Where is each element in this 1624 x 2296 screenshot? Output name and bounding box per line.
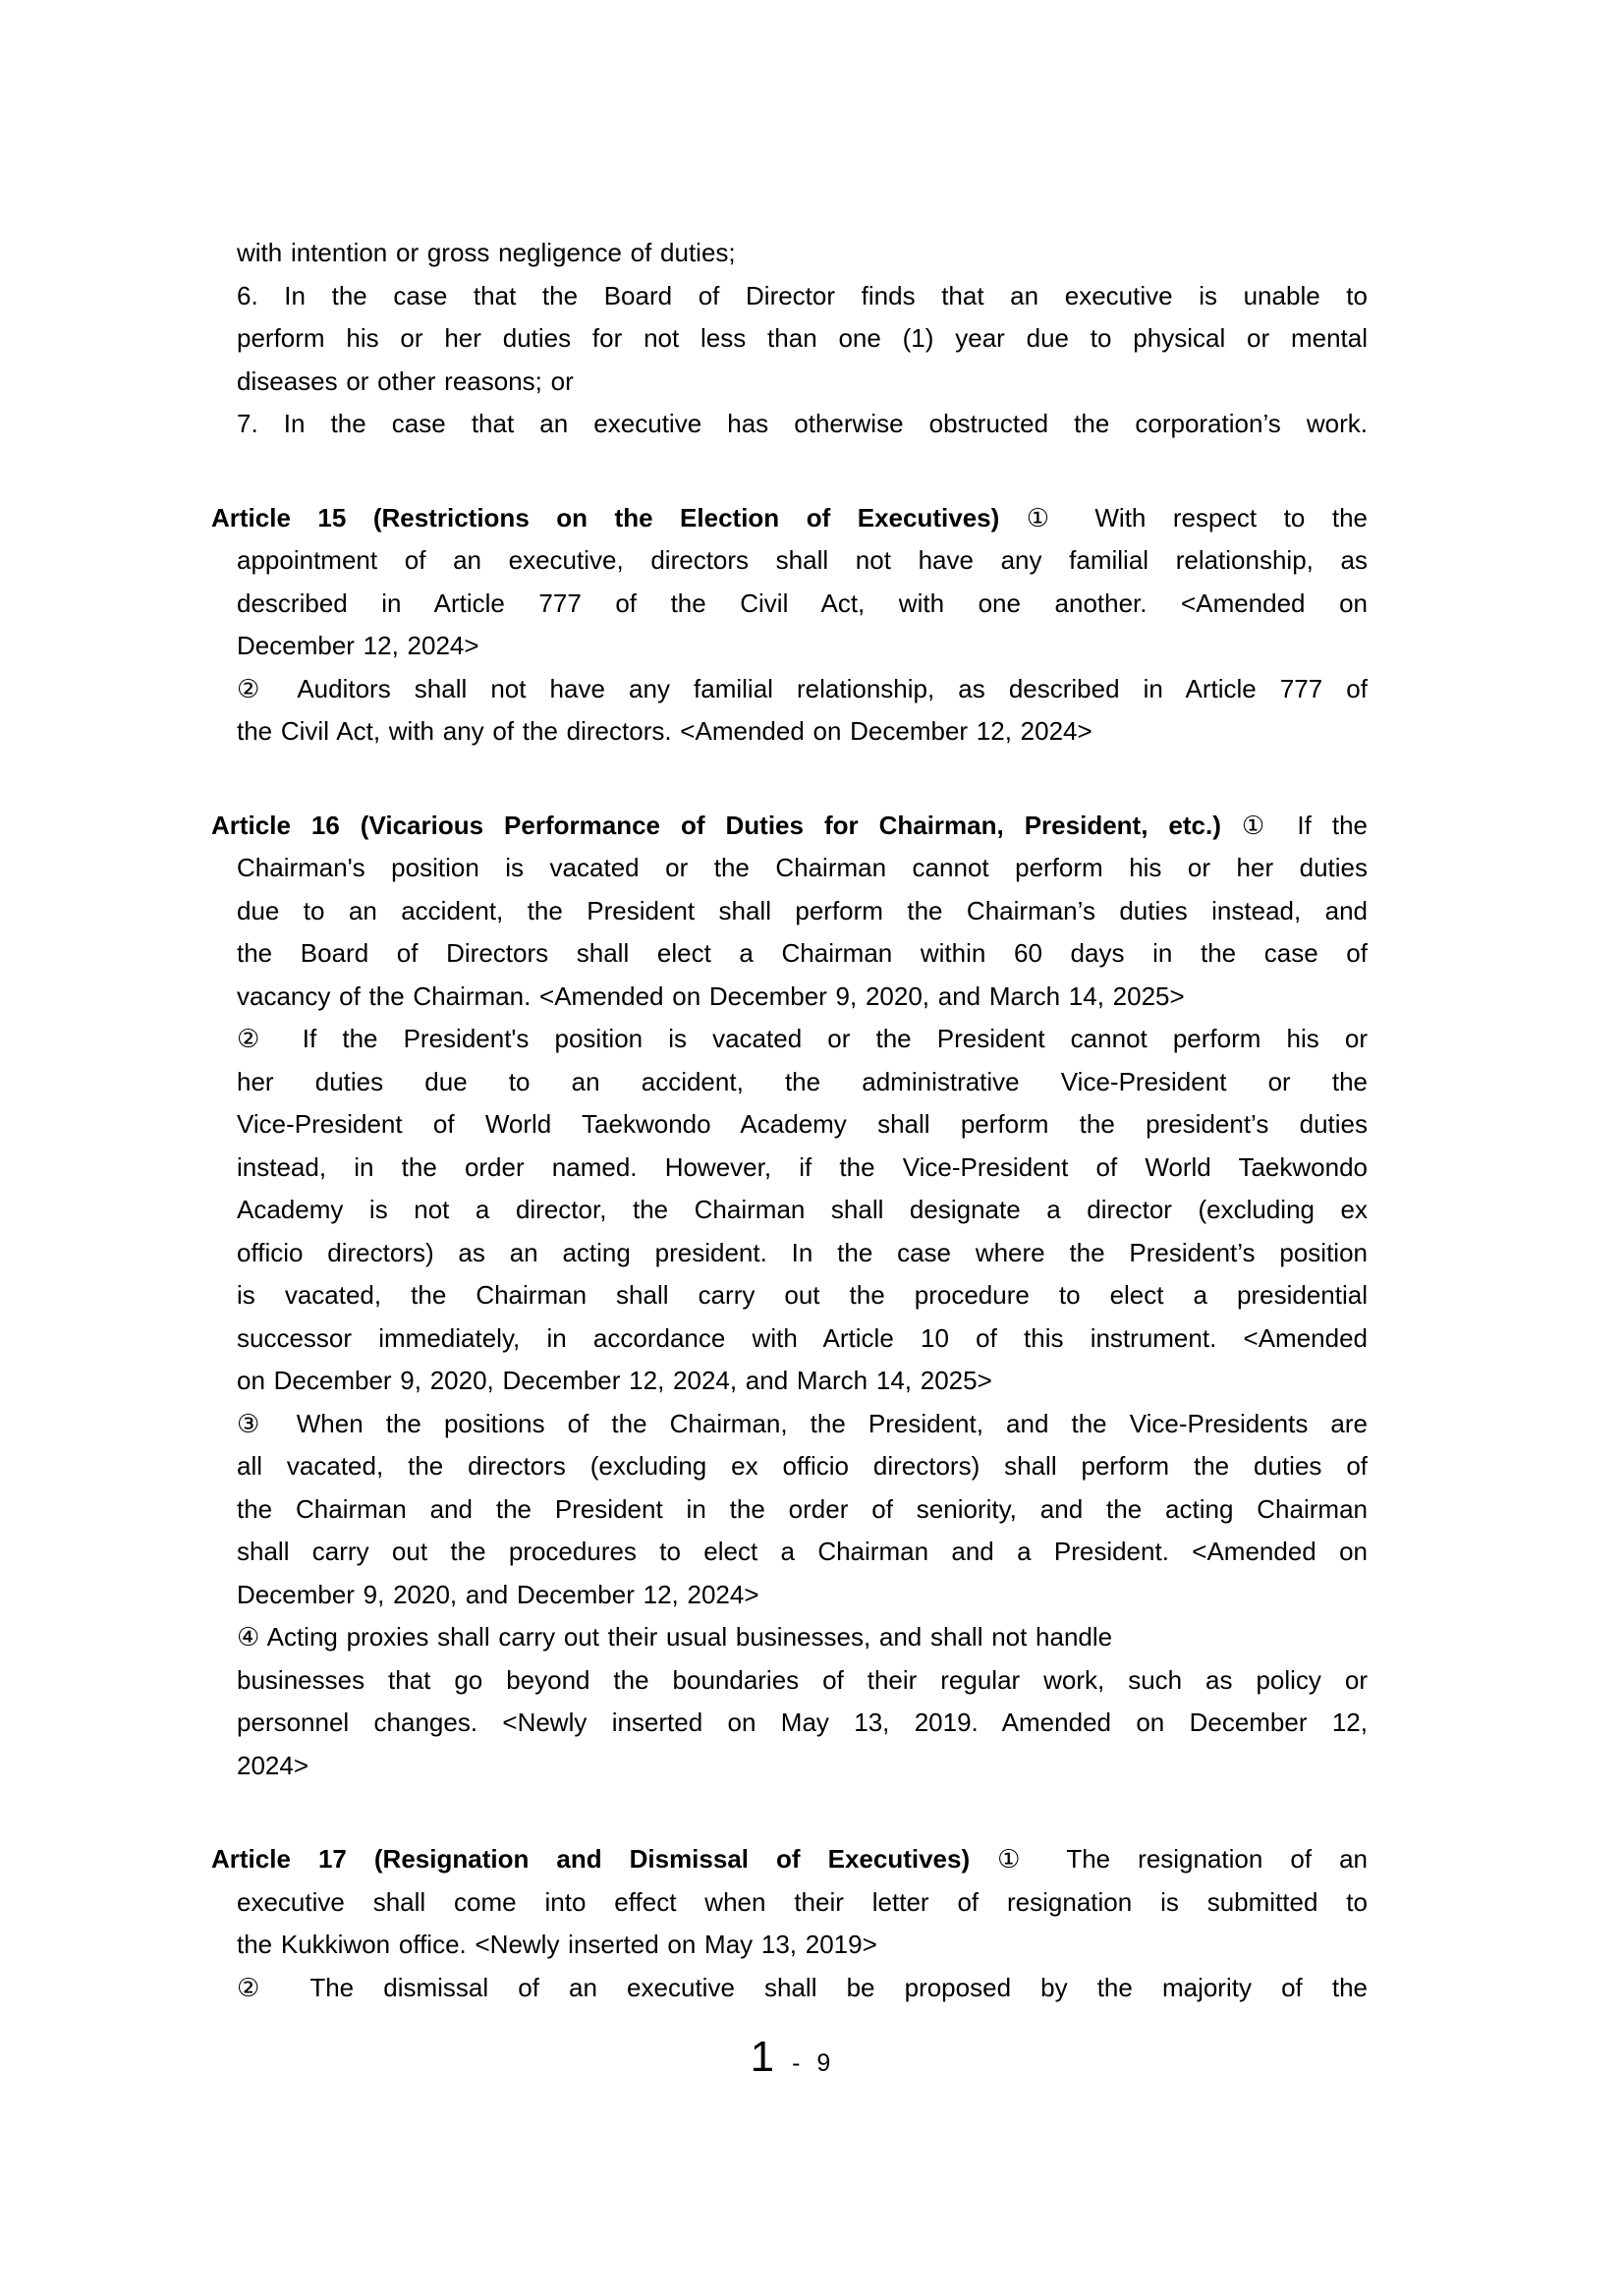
text-line: due to an accident, the President shall perform the Chairman’s duties instead, and: [237, 895, 1368, 925]
continuation-paragraph: [211, 232, 1368, 446]
page-number-minor: - 9: [792, 2049, 836, 2077]
text-line: vacancy of the Chairman. <Amended on December 9, 2020, and March 14, 2025>: [237, 980, 1185, 1011]
text-line: on December 9, 2020, December 12, 2024, and March 14, 2025>: [237, 1366, 992, 1395]
text-line: ④ Acting proxies shall carry out their usual businesses, and shall not handle: [237, 1622, 1113, 1652]
document-body: [211, 232, 1368, 2009]
text-line: perform his or her duties for not less than one (1) year due to physical or mental: [237, 323, 1368, 353]
text-line: 6. In the case that the Board of Director finds that an executive is unable to: [237, 280, 1368, 310]
text-line: ③ When the positions of the Chairman, the President, and the Vice-Presidents are: [237, 1408, 1368, 1438]
text-line: Academy is not a director, the Chairman shall designate a director (excluding ex: [237, 1195, 1368, 1224]
article-17: [211, 1838, 1368, 2009]
page-footer: [0, 2030, 1586, 2085]
text-line: shall carry out the procedures to elect a Chairman and a President. <Amended on: [237, 1537, 1368, 1566]
text-line: the Board of Directors shall elect a Chairman within 60 days in the case of: [237, 938, 1368, 968]
article-heading: Article 17 (Resignation and Dismissal of Executives): [211, 1844, 971, 1874]
text-line: with intention or gross negligence of duties;: [237, 238, 736, 267]
text-line: executive shall come into effect when their letter of resignation is submitted to: [237, 1886, 1368, 1917]
text-line: 7. In the case that an executive has otherwise obstructed the corporation’s work.: [237, 409, 1368, 438]
text-line: businesses that go beyond the boundaries of their regular work, such as policy or: [237, 1664, 1368, 1695]
text-line: all vacated, the directors (excluding ex officio directors) shall perform the duties of: [237, 1451, 1368, 1481]
text-line: diseases or other reasons; or: [237, 365, 574, 396]
text-line: the Kukkiwon office. <Newly inserted on May 13, 2019>: [237, 1930, 877, 1959]
text-line: ② If the President's position is vacated or the President cannot perform his or: [237, 1024, 1368, 1053]
text-line: 2024>: [237, 1750, 309, 1780]
article-heading: Article 15 (Restrictions on the Election of Executives): [211, 502, 1000, 532]
page-number-major: 1: [750, 2033, 775, 2081]
text-line: ② Auditors shall not have any familial relationship, as described in Article 777 of: [237, 673, 1368, 703]
article-16: [211, 805, 1368, 1788]
text-line: Chairman's position is vacated or the Chairman cannot perform his or her duties: [237, 853, 1368, 882]
text-line: the Chairman and the President in the order of seniority, and the acting Chairman: [237, 1493, 1368, 1524]
text-line: the Civil Act, with any of the directors. <Amended on December 12, 2024>: [237, 716, 1092, 746]
text-line: successor immediately, in accordance with Article 10 of this instrument. <Amended: [237, 1322, 1368, 1353]
text-line: instead, in the order named. However, if the Vice-President of World Taekwondo: [237, 1151, 1368, 1182]
text-line: December 12, 2024>: [237, 631, 479, 660]
text-line: personnel changes. <Newly inserted on May 13, 2019. Amended on December 12,: [237, 1708, 1368, 1737]
text-line: appointment of an executive, directors shall not have any familial relationship, as: [237, 545, 1368, 575]
text-line: Article 16 (Vicarious Performance of Duties for Chairman, President, etc.) ① If the: [211, 810, 1368, 840]
text-line: ② The dismissal of an executive shall be proposed by the majority of the: [237, 1972, 1368, 2002]
text-line: officio directors) as an acting president. In the case where the President’s position: [237, 1237, 1368, 1267]
text-line: Vice-President of World Taekwondo Academy shall perform the president’s duties: [237, 1109, 1368, 1139]
text-line: her duties due to an accident, the administrative Vice-President or the: [237, 1066, 1368, 1096]
text-line: is vacated, the Chairman shall carry out the procedure to elect a presidential: [237, 1280, 1368, 1310]
text-line: Article 17 (Resignation and Dismissal of Executives) ① The resignation of an: [211, 1844, 1368, 1874]
text-line: described in Article 777 of the Civil Act, with one another. <Amended on: [237, 588, 1368, 618]
text-line: December 9, 2020, and December 12, 2024>: [237, 1579, 759, 1609]
article-15: [211, 497, 1368, 754]
article-heading: Article 16 (Vicarious Performance of Duties for Chairman, President, etc.): [211, 810, 1221, 840]
text-line: Article 15 (Restrictions on the Election of Executives) ① With respect to the: [211, 502, 1368, 532]
